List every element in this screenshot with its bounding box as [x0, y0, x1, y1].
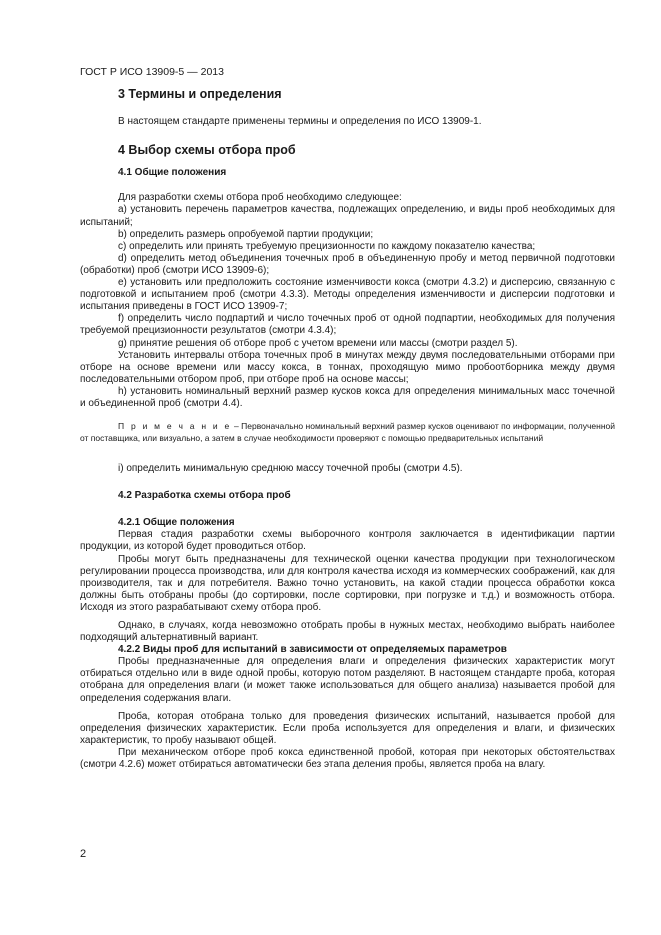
list-item: f) определить число подпартий и число точечных проб от одной подпартии, необходимых для получения требуемой прецизионности результатов (смотри 4.3.4); [80, 313, 615, 337]
page-content [80, 88, 615, 771]
note-label: П р и м е ч а н и е [118, 421, 232, 432]
note [80, 421, 615, 444]
section-4-2-title: 4.2 Разработка схемы отбора проб [118, 490, 291, 502]
paragraph: Первая стадия разработки схемы выборочного контроля заключается в идентификации партии продукции, из которой будет проводиться отбор. [80, 529, 615, 553]
paragraph: Проба, которая отобрана только для проведения физических испытаний, называется пробой для определения физических характеристик. Если проба используется для определения и влаги, и физических характеристик, то пробу называют общей. [80, 710, 615, 746]
document-header: ГОСТ Р ИСО 13909-5 — 2013 [80, 66, 224, 78]
list-item: d) определить метод объединения точечных проб в объединенную пробу и метод первичной подготовки (обработки) проб (смотри ИСО 13909-6); [80, 252, 615, 276]
list-item: b) определить размерь опробуемой партии продукции; [118, 228, 374, 240]
section-3-text: В настоящем стандарте применены термины и определения по ИСО 13909-1. [118, 116, 482, 128]
list-item: g) принятие решения об отборе проб с учетом времени или массы (смотри раздел 5). [118, 337, 518, 349]
paragraph: Пробы могут быть предназначены для технической оценки качества продукции при технологическом регулировании процесса производства, или для контроля качества исходя из коммерческих соображений, как для производителя, так и для потребителя. Важно точно установить, на какой стадии процесса обработки кокса должны быть отобраны пробы (до сортировки, после сортировки, при погрузке и т.д.) и возможность отбора. Исходя из этого разрабатывают схему отбора проб. [80, 553, 615, 613]
paragraph: Пробы предназначенные для определения влаги и определения физических характеристик могут отбираться отдельно или в виде одной пробы, которую потом разделяют. В настоящем стандарте проба, которая отобрана для определения влаги (и может также использоваться для общего анализа) называется пробой для определения содержания влаги. [80, 656, 615, 704]
list-item: e) установить или предположить состояние изменчивости кокса (смотри 4.3.2) и дисперсию, связанную с подготовкой и испытанием проб (смотри 4.3.3). Методы определения изменчивости и дисперсии подготовки и испытания приведены в ГОСТ ИСО 13909-7; [80, 277, 615, 313]
list-item: h) установить номинальный верхний размер кусков кокса для определения минимальных масс точечной и объединенной проб (смотри 4.4). [80, 385, 615, 409]
section-4-title: 4 Выбор схемы отбора проб [118, 143, 296, 158]
page-number: 2 [80, 848, 87, 860]
list-item: i) определить минимальную среднюю массу точечной пробы (смотри 4.5). [118, 463, 463, 475]
note-text: – Первоначально номинальный верхний размер кусков оценивают по информации, полученной от поставщика, или визуально, а затем в случае необходимости проверяют с помощью предварительных испытаний [80, 421, 615, 443]
list-item: a) установить перечень параметров качества, подлежащих определению, и виды проб необходимых для испытаний; [80, 204, 615, 228]
section-4-2-1-title: 4.2.1 Общие положения [118, 517, 235, 529]
section-4-1-intro: Для разработки схемы отбора проб необходимо следующее: [118, 192, 402, 204]
list-item: c) определить или принять требуемую прецизионности по каждому показателю качества; [118, 240, 536, 252]
paragraph: Однако, в случаях, когда невозможно отобрать пробы в нужных местах, необходимо выбрать наиболее подходящий альтернативный вариант. [80, 620, 615, 644]
section-4-1-title: 4.1 Общие положения [118, 167, 227, 179]
section-4-2-2-title: 4.2.2 Виды проб для испытаний в зависимости от определяемых параметров [118, 644, 507, 656]
paragraph: При механическом отборе проб кокса единственной пробой, которая при некоторых обстоятельствах (смотри 4.2.6) может отбираться автоматически без этапа деления пробы, является проба на влагу. [80, 746, 615, 771]
section-3-title: 3 Термины и определения [118, 87, 282, 101]
list-item: Установить интервалы отбора точечных проб в минутах между двумя последовательными отборами при отборе на основе времени или массу кокса, в тоннах, проходящую мимо пробоотборника между двумя последовательными отбором проб, при отборе проб на основе массы; [80, 349, 615, 385]
